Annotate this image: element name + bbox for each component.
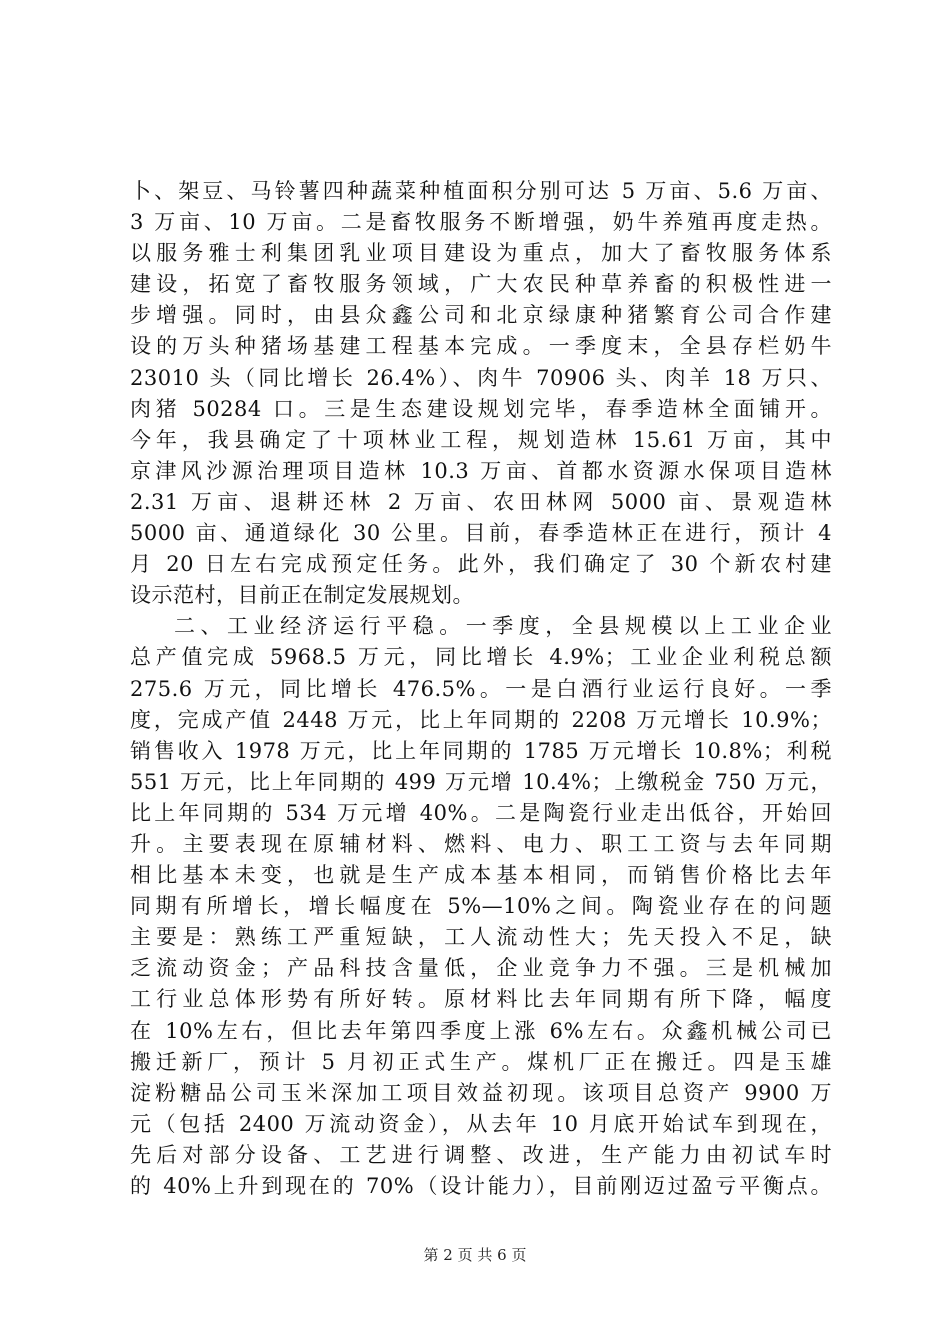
text-line: 275.6 万元，同比增长 476.5%。一是白酒行业运行良好。一季: [130, 676, 832, 701]
text-line: 先后对部分设备、工艺进行调整、改进，生产能力由初试车时: [130, 1142, 832, 1167]
text-line: 升。主要表现在原辅材料、燃料、电力、职工工资与去年同期: [130, 831, 832, 856]
text-line: 设的万头种猪场基建工程基本完成。一季度末，全县存栏奶牛: [130, 334, 832, 359]
text-line: 工行业总体形势有所好转。原材料比去年同期有所下降，幅度: [130, 987, 832, 1012]
paragraph-start-line: 二、工业经济运行平稳。一季度，全县规模以上工业企业: [174, 614, 832, 639]
text-line: 551 万元，比上年同期的 499 万元增 10.4%；上缴税金 750 万元，: [130, 769, 832, 794]
text-line: 步增强。同时，由县众鑫公司和北京绿康种猪繁育公司合作建: [130, 303, 832, 328]
text-line: 淀粉糖品公司玉米深加工项目效益初现。该项目总资产 9900 万: [130, 1080, 832, 1105]
text-line: 相比基本未变，也就是生产成本基本相同，而销售价格比去年: [130, 863, 832, 888]
text-line: 主要是：熟练工严重短缺，工人流动性大；先天投入不足，缺: [130, 925, 832, 950]
text-line: 2.31 万亩、退耕还林 2 万亩、农田林网 5000 亩、景观造林: [130, 489, 832, 514]
text-line: 肉猪 50284 口。三是生态建设规划完毕，春季造林全面铺开。: [130, 396, 832, 421]
text-line: 的 40%上升到现在的 70%（设计能力），目前刚迈过盈亏平衡点。: [130, 1174, 832, 1198]
text-line: 乏流动资金；产品科技含量低，企业竞争力不强。三是机械加: [130, 956, 832, 981]
text-line: 销售收入 1978 万元，比上年同期的 1785 万元增长 10.8%；利税: [130, 738, 832, 763]
text-line: 以服务雅士利集团乳业项目建设为重点，加大了畜牧服务体系: [130, 241, 832, 266]
text-line: 元（包括 2400 万流动资金），从去年 10 月底开始试车到现在，: [130, 1111, 832, 1136]
text-line: 23010 头（同比增长 26.4%）、肉牛 70906 头、肉羊 18 万只、: [130, 365, 832, 390]
text-line: 卜、架豆、马铃薯四种蔬菜种植面积分别可达 5 万亩、5.6 万亩、: [130, 179, 832, 203]
text-line: 建设，拓宽了畜牧服务领域，广大农民种草养畜的积极性进一: [130, 272, 832, 297]
text-line: 设示范村，目前正在制定发展规划。: [130, 583, 474, 608]
text-line: 5000 亩、通道绿化 30 公里。目前，春季造林正在进行，预计 4: [130, 521, 832, 546]
page-number-footer: 第 2 页 共 6 页: [423, 1246, 527, 1264]
text-line: 搬迁新厂，预计 5 月初正式生产。煤机厂正在搬迁。四是玉雄: [130, 1049, 832, 1074]
text-line: 比上年同期的 534 万元增 40%。二是陶瓷行业走出低谷，开始回: [130, 800, 832, 825]
text-line: 月 20 日左右完成预定任务。此外，我们确定了 30 个新农村建: [130, 552, 832, 577]
text-line: 总产值完成 5968.5 万元，同比增长 4.9%；工业企业利税总额: [130, 645, 832, 670]
text-line: 今年，我县确定了十项林业工程，规划造林 15.61 万亩，其中: [130, 427, 832, 452]
text-line: 在 10%左右，但比去年第四季度上涨 6%左右。众鑫机械公司已: [130, 1018, 832, 1043]
text-line: 京津风沙源治理项目造林 10.3 万亩、首都水资源水保项目造林: [130, 458, 832, 483]
document-body: [130, 176, 832, 1202]
text-line: 度，完成产值 2448 万元，比上年同期的 2208 万元增长 10.9%；: [130, 707, 832, 732]
text-line: 3 万亩、10 万亩。二是畜牧服务不断增强，奶牛养殖再度走热。: [130, 210, 832, 235]
text-line: 同期有所增长，增长幅度在 5%—10%之间。陶瓷业存在的问题: [130, 894, 832, 919]
